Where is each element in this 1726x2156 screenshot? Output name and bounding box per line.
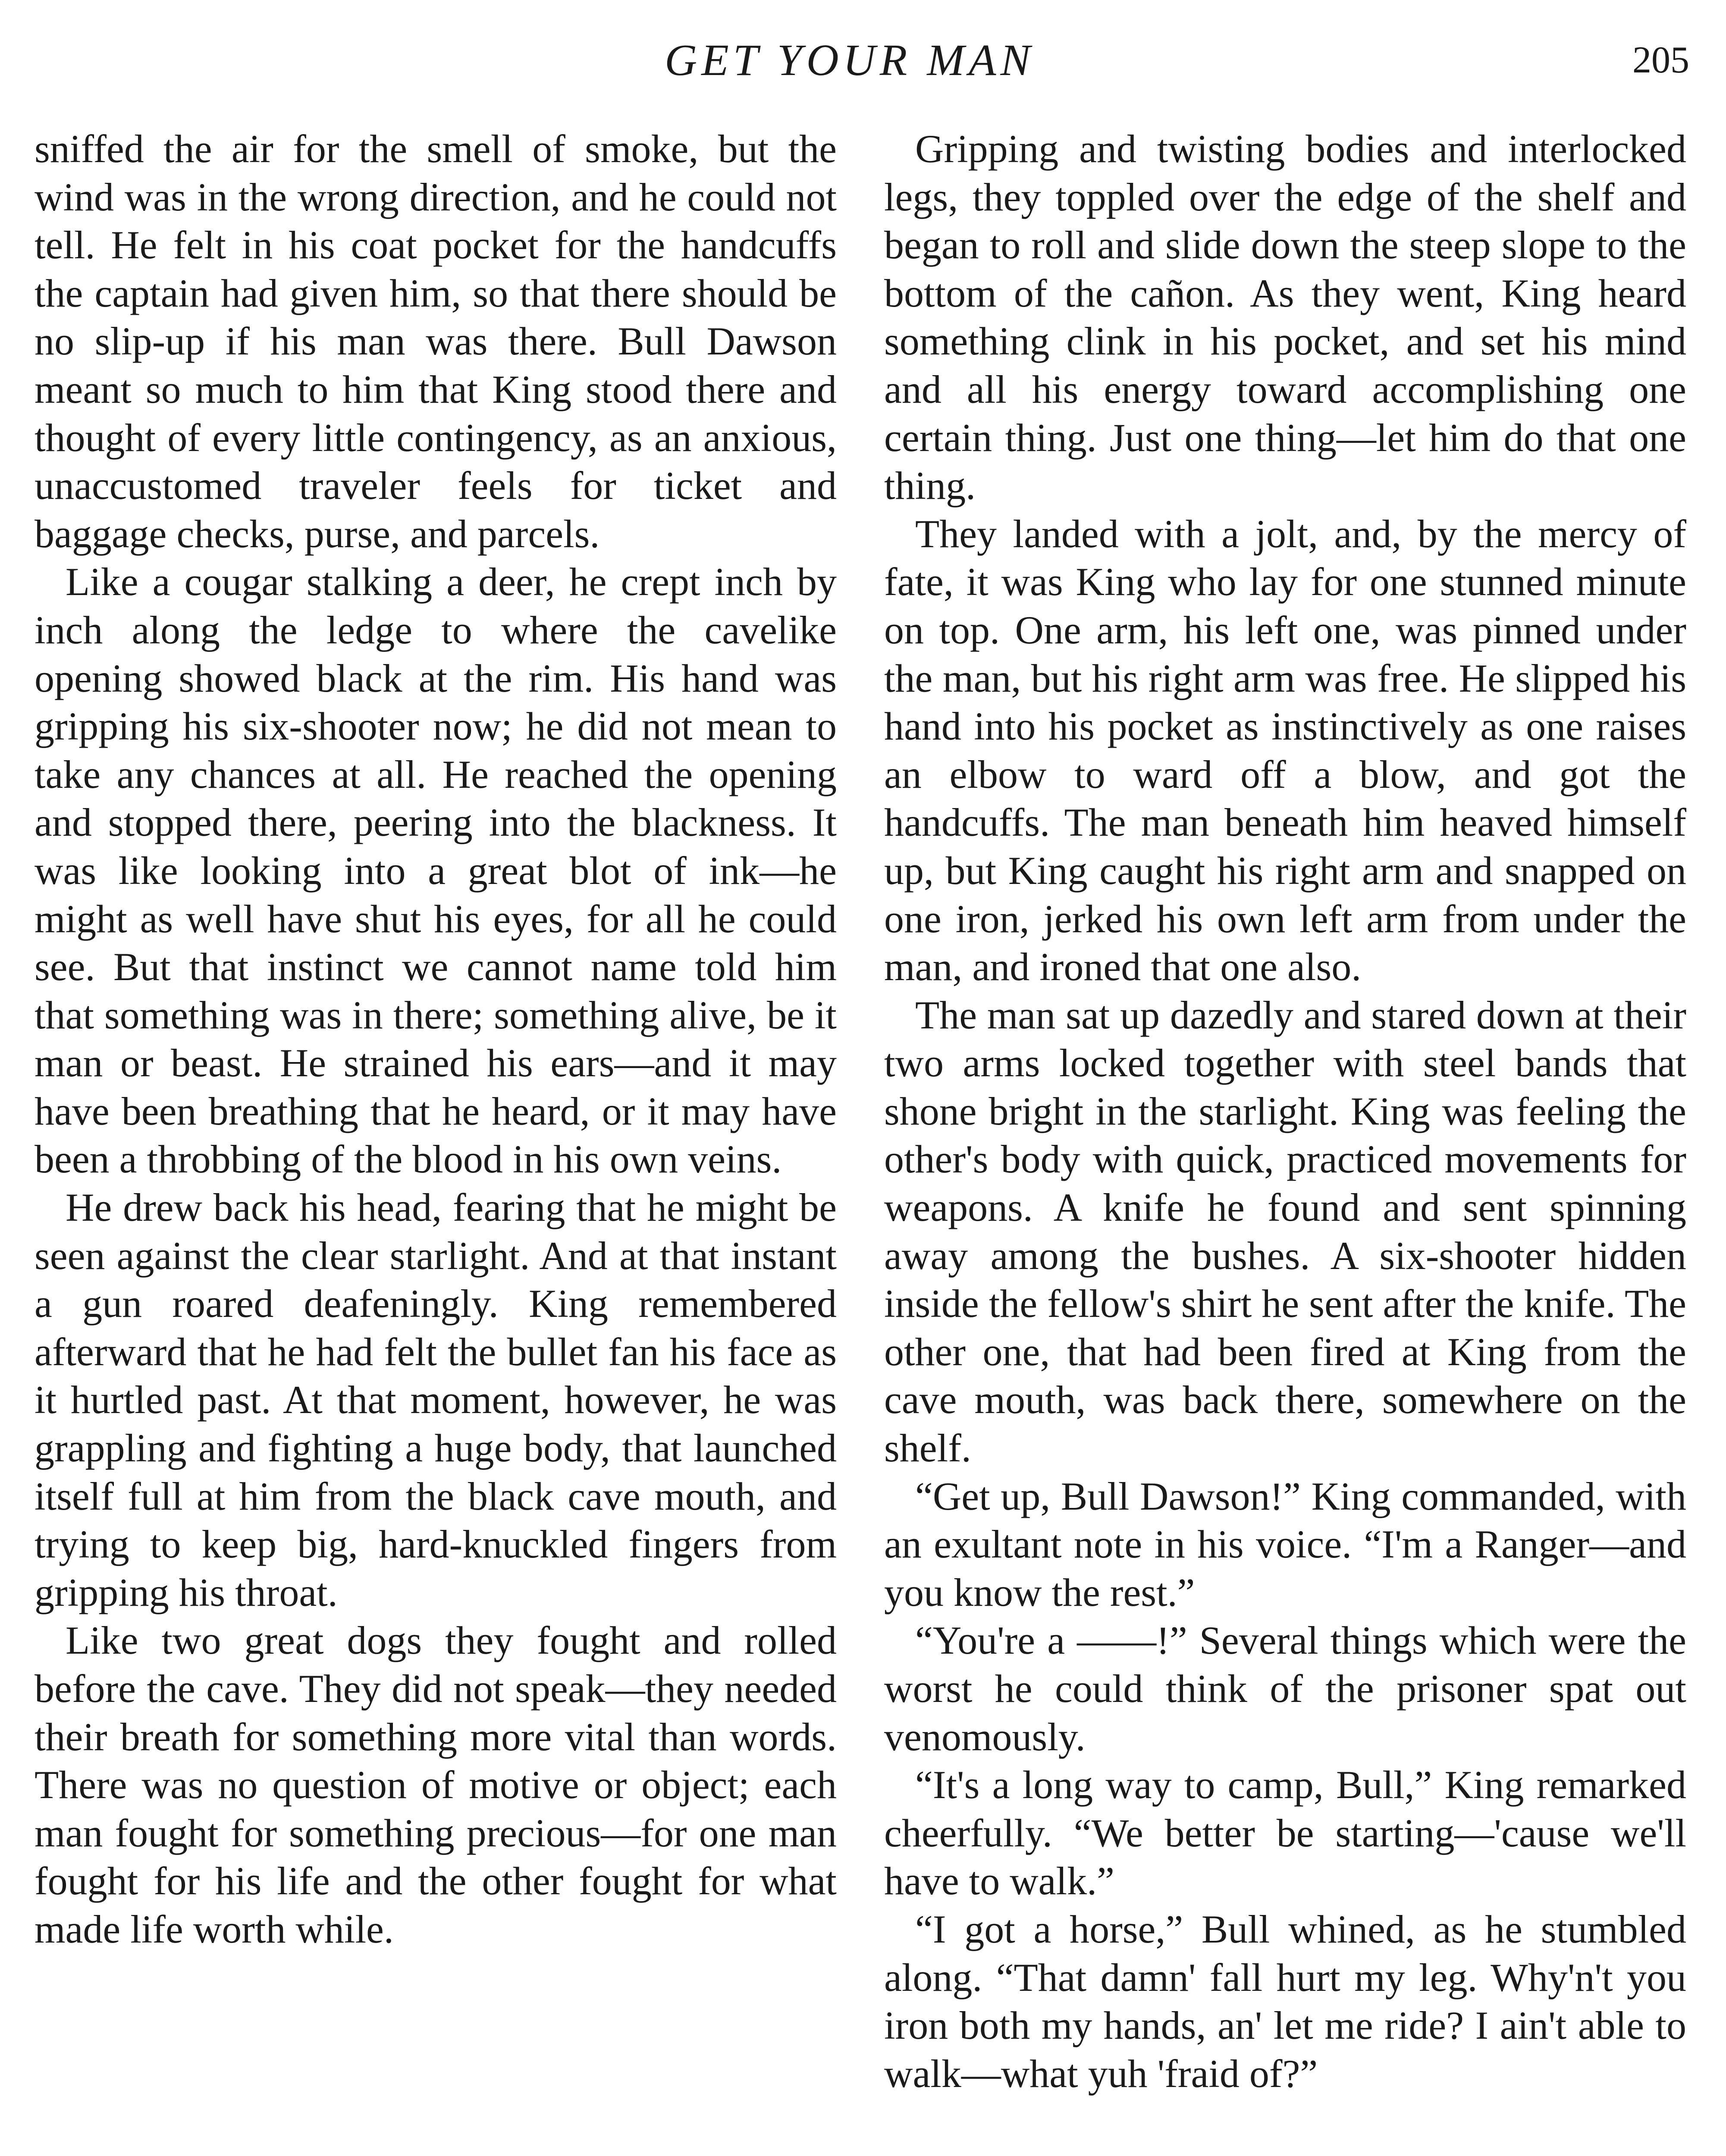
paragraph: “Get up, Bull Dawson!” King commanded, with an exultant note in his voice. “I'm a Ranger—and you know the rest.” [884, 1474, 1686, 1614]
paragraph: The man sat up dazedly and stared down at their two arms locked together with steel bands that shone bright in the starlight. King was feeling the other's body with quick, practiced movements for weapons. A knife he found and sent spinning away among the bushes. A six-shooter hidden inside the fellow's shirt he sent after the knife. The other one, that had been fired at King from the cave mouth, was back there, somewhere on the shelf. [884, 993, 1686, 1470]
paragraph: Like a cougar stalking a deer, he crept inch by inch along the ledge to where the cavelike opening showed black at the rim. His hand was gripping his six-shooter now; he did not mean to take any chances at all. He reached the opening and stopped there, peering into the blackness. It was like looking into a great blot of ink—he might as well have shut his eyes, for all he could see. But that instinct we cannot name told him that something was in there; something alive, be it man or beast. He strained his ears—and it may have been breathing that he heard, or it may have been a throbbing of the blood in his own veins. [35, 560, 837, 1181]
running-title: GET YOUR MAN [665, 35, 1035, 85]
running-head [0, 30, 1726, 91]
paragraph: “I got a horse,” Bull whined, as he stumbled along. “That damn' fall hurt my leg. Why'n't you iron both my hands, an' let me ride? I ain't able to walk—what yuh 'fraid of?” [884, 1907, 1686, 2096]
paragraph: sniffed the air for the smell of smoke, but the wind was in the wrong direction, and he could not tell. He felt in his coat pocket for the handcuffs the captain had given him, so that there should be no slip-up if his man was there. Bull Dawson meant so much to him that King stood there and thought of every little contingency, as an anxious, unaccustomed traveler feels for ticket and baggage checks, purse, and parcels. [35, 127, 837, 556]
paragraph: Like two great dogs they fought and rolled before the cave. They did not speak—they needed their breath for something more vital than words. There was no question of motive or object; each man fought for something precious—for one man fought for his life and the other fought for what made life worth while. [35, 1618, 837, 1951]
left-column [35, 125, 837, 1954]
paragraph: “You're a ——!” Several things which were the worst he could think of the prisoner spat out venomously. [884, 1618, 1686, 1759]
paragraph: He drew back his head, fearing that he might be seen against the clear starlight. And at that instant a gun roared deafeningly. King remembered afterward that he had felt the bullet fan his face as it hurtled past. At that moment, however, he was grappling and fighting a huge body, that launched itself full at him from the black cave mouth, and trying to keep big, hard-knuckled fingers from gripping his throat. [35, 1185, 837, 1614]
right-column [884, 125, 1686, 2098]
paragraph: They landed with a jolt, and, by the mercy of fate, it was King who lay for one stunned minute on top. One arm, his left one, was pinned under the man, but his right arm was free. He slipped his hand into his pocket as instinctively as one raises an elbow to ward off a blow, and got the handcuffs. The man beneath him heaved himself up, but King caught his right arm and snapped on one iron, jerked his own left arm from under the man, and ironed that one also. [884, 511, 1686, 989]
page-number: 205 [1632, 39, 1689, 81]
paragraph: “It's a long way to camp, Bull,” King remarked cheerfully. “We better be starting—'cause we'll have to walk.” [884, 1763, 1686, 1903]
paragraph: Gripping and twisting bodies and interlocked legs, they toppled over the edge of the shelf and began to roll and slide down the steep slope to the bottom of the cañon. As they went, King heard something clink in his pocket, and set his mind and all his energy toward accomplishing one certain thing. Just one thing—let him do that one thing. [884, 127, 1686, 508]
